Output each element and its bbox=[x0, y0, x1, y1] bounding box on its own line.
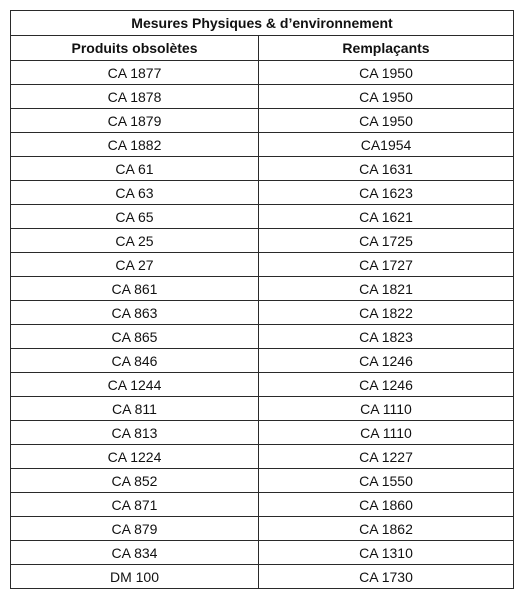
obsolete-product-cell: CA 871 bbox=[11, 493, 259, 517]
replacement-product-cell: CA 1950 bbox=[259, 61, 514, 85]
table-row bbox=[11, 325, 514, 349]
table-row bbox=[11, 421, 514, 445]
replacement-product-cell: CA 1730 bbox=[259, 565, 514, 589]
table-row bbox=[11, 109, 514, 133]
table-row bbox=[11, 301, 514, 325]
obsolete-product-cell: CA 879 bbox=[11, 517, 259, 541]
table-row bbox=[11, 253, 514, 277]
replacement-product-cell: CA 1227 bbox=[259, 445, 514, 469]
obsolete-product-cell: CA 813 bbox=[11, 421, 259, 445]
replacement-table-container bbox=[10, 10, 514, 589]
obsolete-product-cell: CA 1877 bbox=[11, 61, 259, 85]
obsolete-product-cell: CA 25 bbox=[11, 229, 259, 253]
table-row bbox=[11, 445, 514, 469]
obsolete-product-cell: CA 861 bbox=[11, 277, 259, 301]
table-row bbox=[11, 397, 514, 421]
replacement-product-cell: CA 1950 bbox=[259, 109, 514, 133]
replacement-product-cell: CA 1950 bbox=[259, 85, 514, 109]
table-row bbox=[11, 181, 514, 205]
obsolete-product-cell: CA 1879 bbox=[11, 109, 259, 133]
replacement-product-cell: CA 1862 bbox=[259, 517, 514, 541]
replacement-product-cell: CA 1246 bbox=[259, 349, 514, 373]
table-row bbox=[11, 517, 514, 541]
obsolete-product-cell: CA 863 bbox=[11, 301, 259, 325]
table-row bbox=[11, 493, 514, 517]
replacement-product-cell: CA 1727 bbox=[259, 253, 514, 277]
table-header-row bbox=[11, 36, 514, 61]
obsolete-product-cell: CA 811 bbox=[11, 397, 259, 421]
obsolete-product-cell: CA 1224 bbox=[11, 445, 259, 469]
table-row bbox=[11, 61, 514, 85]
replacement-table bbox=[10, 10, 514, 589]
obsolete-product-cell: CA 61 bbox=[11, 157, 259, 181]
replacement-product-cell: CA 1822 bbox=[259, 301, 514, 325]
replacement-product-cell: CA 1860 bbox=[259, 493, 514, 517]
replacement-product-cell: CA 1623 bbox=[259, 181, 514, 205]
replacement-product-cell: CA 1550 bbox=[259, 469, 514, 493]
obsolete-product-cell: CA 65 bbox=[11, 205, 259, 229]
obsolete-product-cell: CA 865 bbox=[11, 325, 259, 349]
table-row bbox=[11, 469, 514, 493]
replacement-product-cell: CA 1110 bbox=[259, 397, 514, 421]
replacement-product-cell: CA 1621 bbox=[259, 205, 514, 229]
obsolete-product-cell: CA 1878 bbox=[11, 85, 259, 109]
table-row bbox=[11, 229, 514, 253]
obsolete-product-cell: CA 27 bbox=[11, 253, 259, 277]
table-row bbox=[11, 157, 514, 181]
obsolete-product-cell: CA 846 bbox=[11, 349, 259, 373]
replacement-product-cell: CA 1310 bbox=[259, 541, 514, 565]
obsolete-product-cell: CA 1882 bbox=[11, 133, 259, 157]
obsolete-product-cell: CA 834 bbox=[11, 541, 259, 565]
replacement-product-cell: CA 1246 bbox=[259, 373, 514, 397]
column-header-replacement: Remplaçants bbox=[259, 36, 514, 61]
table-body bbox=[11, 61, 514, 589]
table-row bbox=[11, 349, 514, 373]
replacement-product-cell: CA 1821 bbox=[259, 277, 514, 301]
obsolete-product-cell: CA 852 bbox=[11, 469, 259, 493]
table-title-row bbox=[11, 11, 514, 36]
replacement-product-cell: CA 1631 bbox=[259, 157, 514, 181]
column-header-obsolete: Produits obsolètes bbox=[11, 36, 259, 61]
table-row bbox=[11, 565, 514, 589]
table-row bbox=[11, 373, 514, 397]
table-title: Mesures Physiques & d’environnement bbox=[11, 11, 514, 36]
table-row bbox=[11, 133, 514, 157]
obsolete-product-cell: CA 63 bbox=[11, 181, 259, 205]
replacement-product-cell: CA 1823 bbox=[259, 325, 514, 349]
table-row bbox=[11, 205, 514, 229]
table-row bbox=[11, 85, 514, 109]
table-row bbox=[11, 277, 514, 301]
table-row bbox=[11, 541, 514, 565]
obsolete-product-cell: DM 100 bbox=[11, 565, 259, 589]
replacement-product-cell: CA 1110 bbox=[259, 421, 514, 445]
replacement-product-cell: CA1954 bbox=[259, 133, 514, 157]
replacement-product-cell: CA 1725 bbox=[259, 229, 514, 253]
obsolete-product-cell: CA 1244 bbox=[11, 373, 259, 397]
